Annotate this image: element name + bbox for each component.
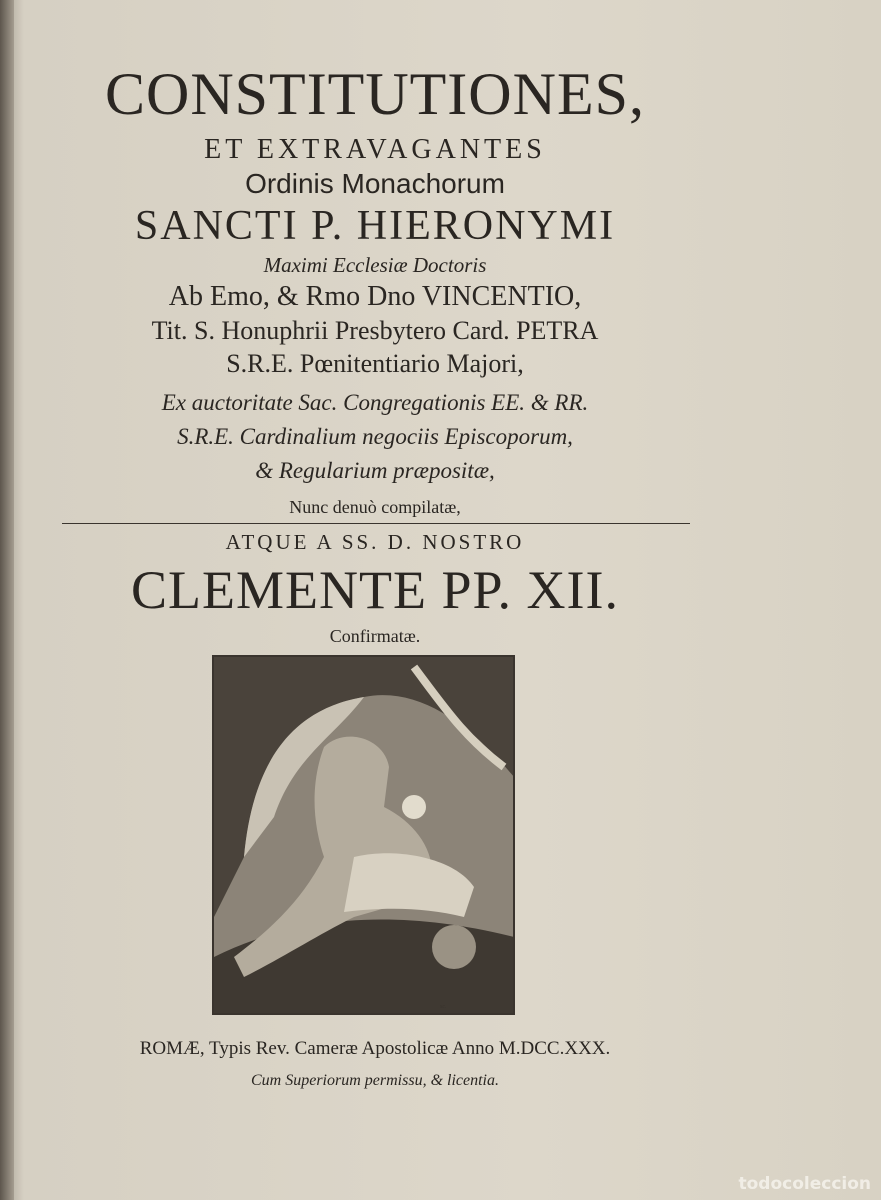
imprint-line: ROMÆ, Typis Rev. Cameræ Apostolicæ Anno M.DCC.XXX. <box>139 1038 611 1059</box>
horizontal-rule <box>62 523 690 524</box>
title-line-clemente: CLEMENTE PP. XII. <box>131 560 619 620</box>
title-line-vincentio: Ab Emo, & Rmo Dno VINCENTIO, <box>168 281 582 312</box>
title-line-atque: ATQUE A SS. D. NOSTRO <box>225 530 525 554</box>
title-line-ordinis: Ordinis Monachorum <box>245 168 505 199</box>
watermark: todocoleccion <box>738 1174 871 1194</box>
engraver-signature: sc. <box>440 1004 447 1010</box>
title-line-regularium: & Regularium præpositæ, <box>255 458 495 483</box>
title-line-confirmatae: Confirmatæ. <box>329 626 421 646</box>
book-spine-edge <box>0 0 14 1200</box>
title-line-compilatae: Nunc denuò compilatæ, <box>289 497 461 517</box>
title-line-auctoritate: Ex auctoritate Sac. Congregationis EE. & RR. <box>161 390 589 415</box>
title-line-doctoris: Maximi Ecclesiæ Doctoris <box>263 253 487 277</box>
title-line-petra: Tit. S. Honuphrii Presbytero Card. PETRA <box>151 316 599 345</box>
title-line-poenitentiario: S.R.E. Pœnitentiario Majori, <box>226 349 524 378</box>
engraving-saint-jerome <box>212 655 515 1015</box>
title-line-cardinalium: S.R.E. Cardinalium negociis Episcoporum, <box>177 424 573 449</box>
title-line-constitutiones: CONSTITUTIONES, <box>105 61 645 127</box>
permission-line: Cum Superiorum permissu, & licentia. <box>251 1072 499 1089</box>
title-line-extravagantes: ET EXTRAVAGANTES <box>204 134 546 165</box>
title-line-hieronymi: SANCTI P. HIERONYMI <box>134 203 616 249</box>
